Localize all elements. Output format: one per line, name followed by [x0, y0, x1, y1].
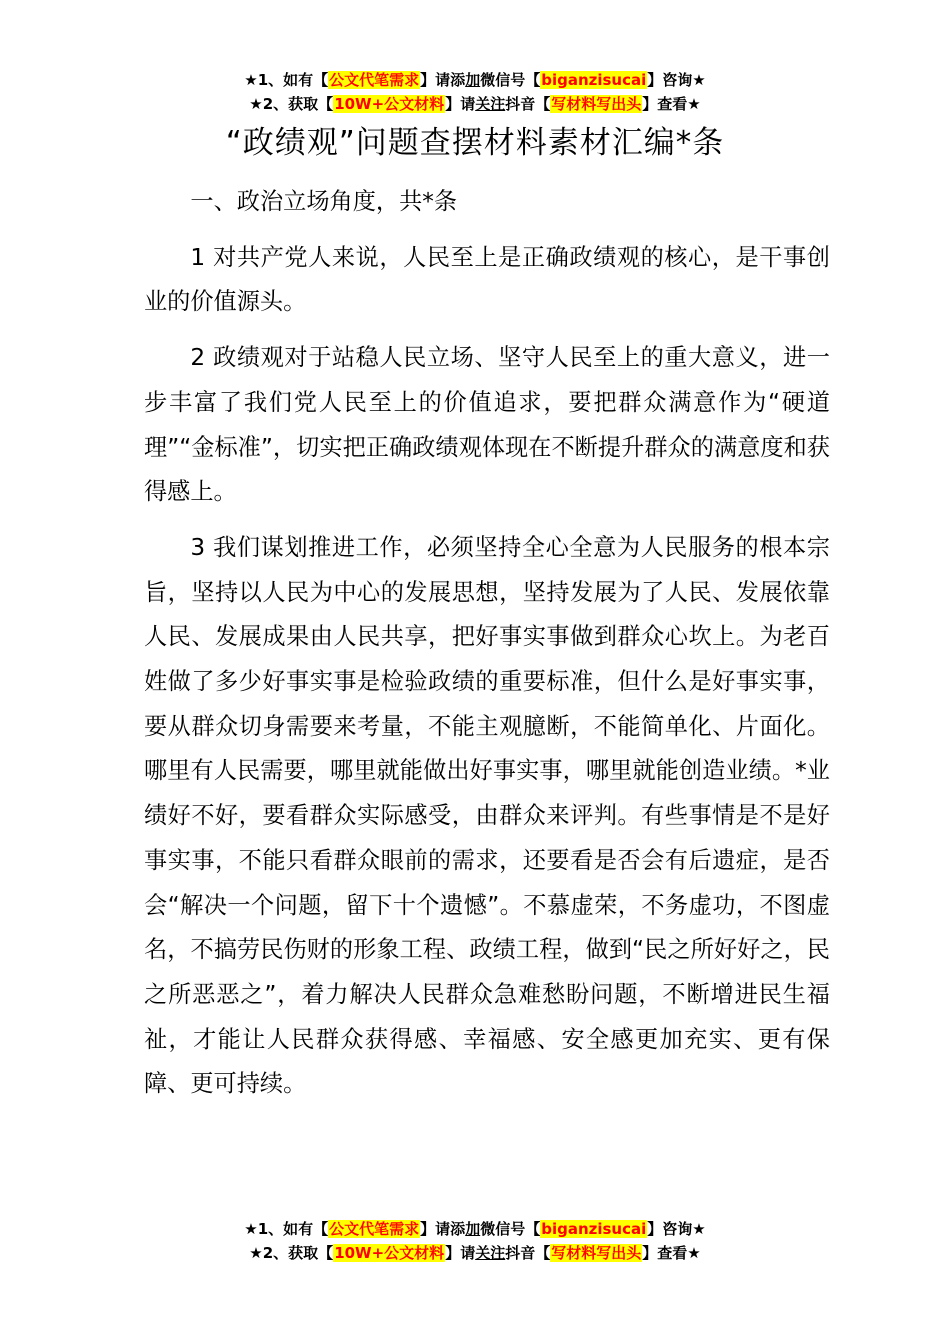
banner-underlined-text: 加 — [465, 1220, 481, 1238]
banner-text: 】查看★ — [642, 1244, 701, 1262]
banner-text: 抖音【 — [505, 1244, 551, 1262]
banner-text: 】请添 — [420, 1220, 466, 1238]
banner-text: ★2、获取【 — [249, 1244, 334, 1262]
banner-text: 】请添 — [420, 71, 466, 89]
banner-text: 抖音【 — [505, 95, 551, 113]
banner-underlined-text: 加 — [465, 71, 481, 89]
banner-line-2 — [0, 92, 950, 116]
banner-text: 】请 — [445, 1244, 476, 1262]
document-body — [144, 180, 830, 1107]
footer-banner — [0, 1217, 950, 1265]
paragraph-3: 3 我们谋划推进工作，必须坚持全心全意为人民服务的根本宗旨，坚持以人民为中心的发展思想，坚持发展为了人民、发展依靠人民、发展成果由人民共享，把好事实事做到群众心坎上。为老百姓做了多少好事实事是检验政绩的重要标准，但什么是好事实事，要从群众切身需要来考量，不能主观臆断，不能简单化、片面化。哪里有人民需要，哪里就能做出好事实事，哪里就能创造业绩。*业绩好不好，要看群众实际感受，由群众来评判。有些事情是不是好事实事，不能只看群众眼前的需求，还要看是否会有后遗症，是否会“解决一个问题，留下十个遗憾”。不慕虚荣，不务虚功，不图虚名，不搞劳民伤财的形象工程、政绩工程，做到“民之所好好之，民之所恶恶之”，着力解决人民群众急难愁盼问题，不断增进民生福祉，才能让人民群众获得感、幸福感、安全感更加充实、更有保障、更可持续。 — [144, 533, 830, 1098]
banner-text: 】请 — [445, 95, 476, 113]
banner-text: 】咨询★ — [647, 71, 706, 89]
banner-text: ★2、获取【 — [249, 95, 334, 113]
banner-text: 微信号【 — [480, 71, 541, 89]
banner-text: 】咨询★ — [647, 1220, 706, 1238]
banner-text: 微信号【 — [480, 1220, 541, 1238]
highlight-douyin-account: 写材料写出头 — [551, 95, 642, 113]
banner-underlined-text: 关注 — [475, 1244, 506, 1262]
highlight-wechat-id: biganzisucai — [541, 1220, 647, 1238]
banner-text: ★1、如有【 — [244, 71, 329, 89]
banner-underlined-text: 关注 — [475, 95, 506, 113]
banner-line-1 — [0, 1217, 950, 1241]
paragraph-1: 1 对共产党人来说，人民至上是正确政绩观的核心，是干事创业的价值源头。 — [144, 243, 830, 316]
banner-text: ★1、如有【 — [244, 1220, 329, 1238]
document-title: “政绩观”问题查摆材料素材汇编*条 — [225, 125, 725, 161]
highlight-douyin-account: 写材料写出头 — [551, 1244, 642, 1262]
highlight-materials: 10W+公文材料 — [334, 1244, 445, 1262]
highlight-service: 公文代笔需求 — [329, 71, 420, 89]
banner-line-2 — [0, 1241, 950, 1265]
highlight-wechat-id: biganzisucai — [541, 71, 647, 89]
paragraph-2: 2 政绩观对于站稳人民立场、坚守人民至上的重大意义，进一步丰富了我们党人民至上的价值追求，要把群众满意作为“硬道理”“金标准”，切实把正确政绩观体现在不断提升群众的满意度和获得感上。 — [144, 344, 830, 506]
highlight-materials: 10W+公文材料 — [334, 95, 445, 113]
section-heading: 一、政治立场角度，共*条 — [190, 188, 458, 215]
header-banner — [0, 68, 950, 116]
banner-text: 】查看★ — [642, 95, 701, 113]
highlight-service: 公文代笔需求 — [329, 1220, 420, 1238]
banner-line-1 — [0, 68, 950, 92]
